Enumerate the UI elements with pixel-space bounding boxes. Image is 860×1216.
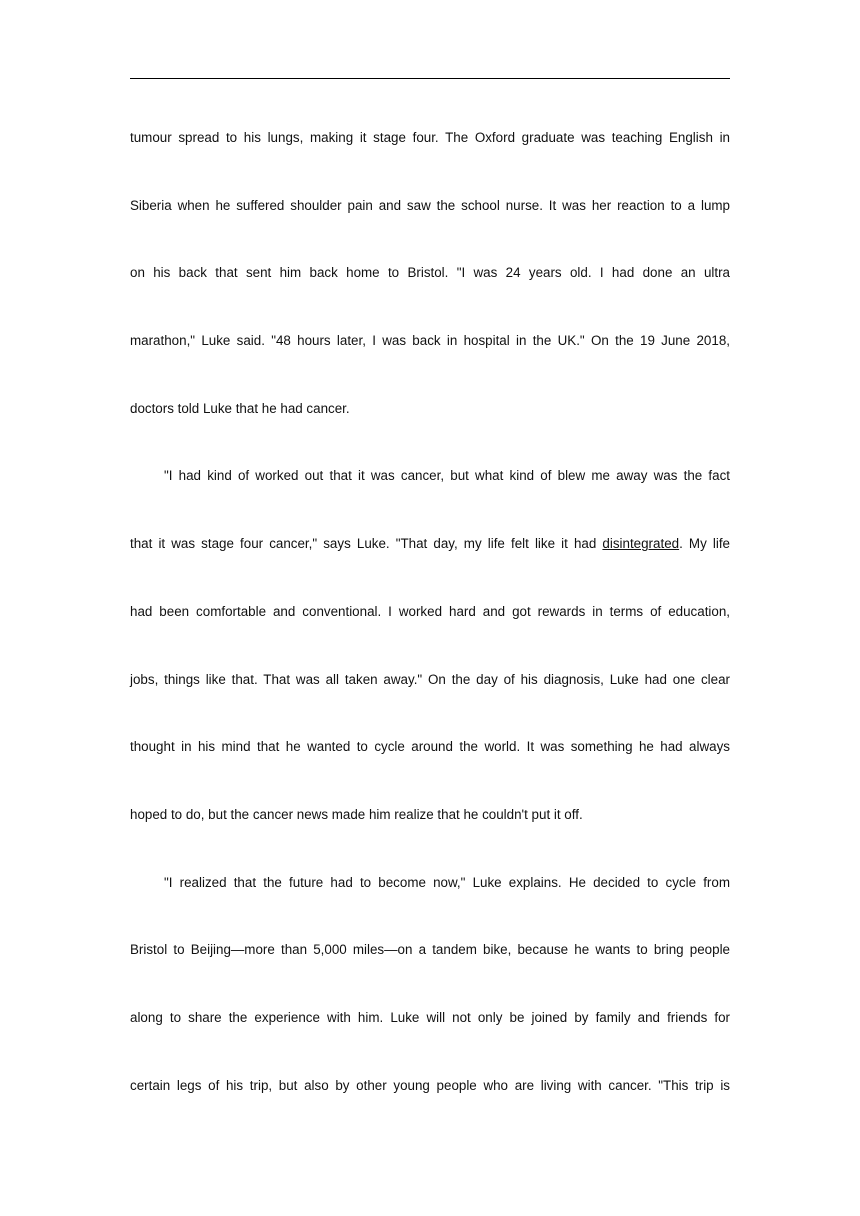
text-line: marathon," Luke said. "48 hours later, I was back in hospital in the UK." On the 19 June 2018, — [130, 333, 730, 349]
text-line: Siberia when he suffered shoulder pain and saw the school nurse. It was her reaction to a lump — [130, 197, 730, 213]
text-line: hoped to do, but the cancer news made him realize that he couldn't put it off. — [130, 806, 583, 822]
underlined-word: disintegrated — [602, 536, 680, 552]
text-line: Bristol to Beijing—more than 5,000 miles—on a tandem bike, because he wants to bring people — [130, 942, 730, 958]
text-line: on his back that sent him back home to Bristol. "I was 24 years old. I had done an ultra — [130, 265, 730, 281]
text-line — [130, 527, 730, 595]
text-line: certain legs of his trip, but also by other young people who are living with cancer. "This trip is — [130, 1077, 730, 1093]
text-segment: that it was stage four cancer," says Luke. "That day, my life felt like it had — [130, 536, 603, 552]
text-line: thought in his mind that he wanted to cycle around the world. It was something he had always — [130, 739, 730, 755]
text-line: had been comfortable and conventional. I worked hard and got rewards in terms of education, — [130, 603, 730, 619]
header-rule — [130, 78, 730, 79]
text-line: "I had kind of worked out that it was cancer, but what kind of blew me away was the fact — [164, 468, 730, 484]
text-line: "I realized that the future had to become now," Luke explains. He decided to cycle from — [164, 874, 730, 890]
text-line: jobs, things like that. That was all taken away." On the day of his diagnosis, Luke had one clear — [130, 671, 730, 687]
text-line: along to share the experience with him. Luke will not only be joined by family and friends for — [130, 1009, 730, 1025]
document-body — [130, 121, 730, 1136]
text-line: doctors told Luke that he had cancer. — [130, 400, 350, 416]
text-line: tumour spread to his lungs, making it stage four. The Oxford graduate was teaching English in — [130, 130, 730, 145]
text-segment: . My life — [679, 536, 730, 552]
